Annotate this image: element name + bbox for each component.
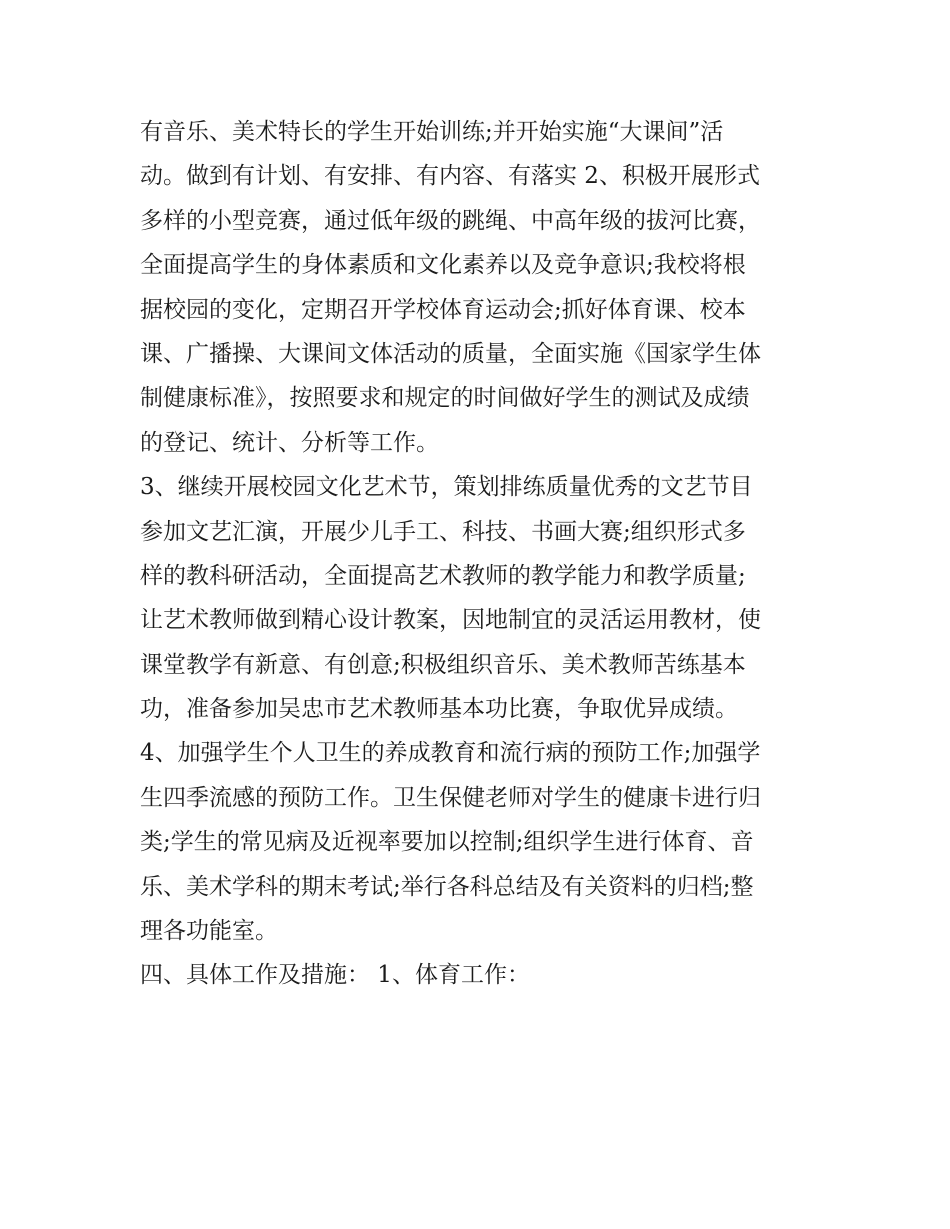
text-line: 功，准备参加吴忠市艺术教师基本功比赛，争取优异成绩。 [140,696,738,723]
text-line: 动。做到有计划、有安排、有内容、有落实 2、积极开展形式 [140,163,760,190]
text-line: 有音乐、美术特长的学生开始训练;并开始实施“大课间”活 [140,119,724,145]
text-line: 四、具体工作及措施： 1、体育工作： [140,962,530,989]
document-body [140,110,820,998]
text-line: 让艺术教师做到精心设计教案，因地制宜的灵活运用教材，使 [140,607,761,634]
text-line: 生四季流感的预防工作。卫生保健老师对学生的健康卡进行归 [140,784,761,811]
text-line: 理各功能室。 [140,918,278,945]
text-line: 制健康标准》，按照要求和规定的时间做好学生的测试及成绩 [140,385,750,412]
text-line: 多样的小型竞赛，通过低年级的跳绳、中高年级的拔河比赛， [140,207,761,234]
text-line: 全面提高学生的身体素质和文化素养以及竞争意识;我校将根 [140,252,746,279]
text-line: 4、加强学生个人卫生的养成教育和流行病的预防工作;加强学 [140,740,761,767]
text-line: 课、广播操、大课间文体活动的质量，全面实施《国家学生体 [140,340,761,367]
text-line: 课堂教学有新意、有创意;积极组织音乐、美术教师苦练基本 [140,651,746,678]
text-line: 3、继续开展校园文化艺术节，策划排练质量优秀的文艺节目 [140,474,753,501]
text-line: 的登记、统计、分析等工作。 [140,429,439,456]
text-line: 乐、美术学科的期末考试;举行各科总结及有关资料的归档;整 [140,873,754,900]
text-line: 据校园的变化，定期召开学校体育运动会;抓好体育课、校本 [140,296,746,323]
text-line: 样的教科研活动，全面提高艺术教师的教学能力和教学质量; [140,562,746,589]
text-line: 参加文艺汇演，开展少儿手工、科技、书画大赛;组织形式多 [140,518,746,545]
text-line: 类;学生的常见病及近视率要加以控制;组织学生进行体育、音 [140,829,754,856]
